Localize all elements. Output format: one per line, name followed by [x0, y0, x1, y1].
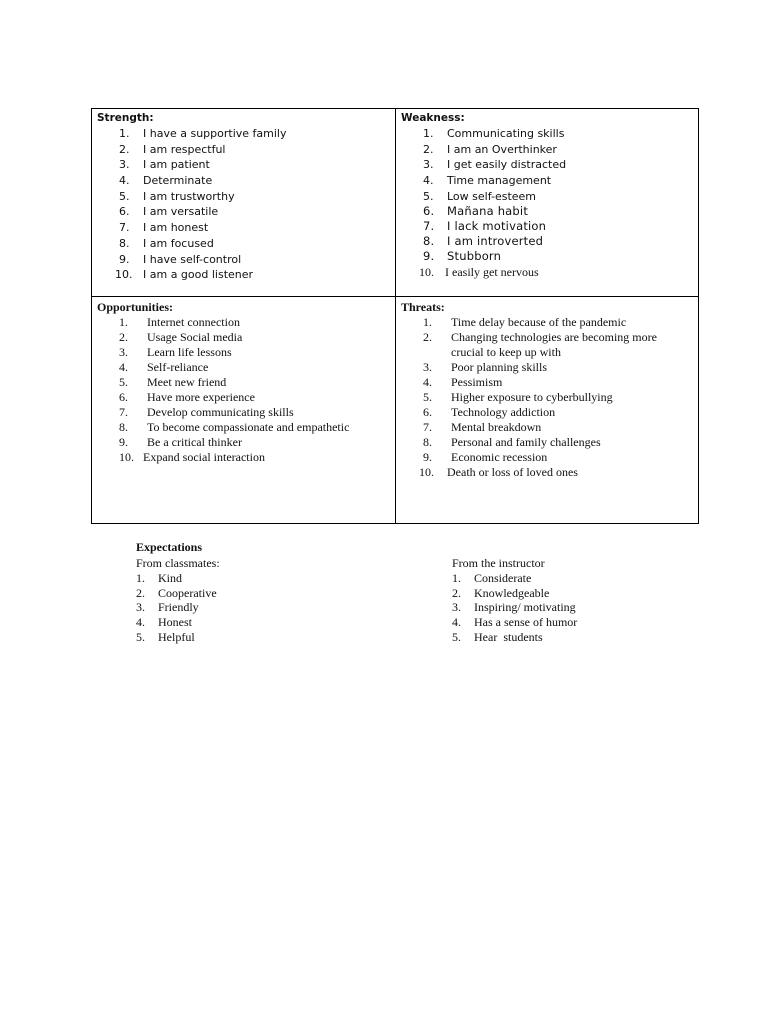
list-item: 5. Meet new friend — [119, 375, 227, 389]
list-item: 6. Have more experience — [119, 390, 255, 404]
list-item: 3. Friendly — [136, 600, 199, 615]
table-divider-vertical — [395, 109, 396, 523]
list-item: 5. Helpful — [136, 629, 195, 644]
list-item: 5. Higher exposure to cyberbullying — [423, 390, 613, 404]
list-item: 1. Communicating skills — [423, 127, 565, 140]
list-item: 10. Death or loss of loved ones — [419, 465, 578, 479]
expectations-classmates — [136, 556, 396, 645]
strength-title: Strength: — [97, 112, 154, 124]
list-item: 2. Changing technologies are becoming more crucial to keep up with — [423, 330, 657, 359]
threats-list — [401, 315, 693, 480]
list-item: 8. I am focused — [119, 236, 214, 250]
table-divider-horizontal — [92, 296, 698, 297]
opportunities-cell — [97, 300, 389, 465]
list-item: 4. Self-reliance — [119, 360, 209, 374]
list-item: 8. I am introverted — [423, 234, 544, 249]
list-item: 1. Time delay because of the pandemic — [423, 315, 627, 329]
list-item: 7. I am honest — [119, 221, 209, 235]
classmates-label: From classmates: — [136, 556, 220, 570]
list-item: 6. Technology addiction — [423, 405, 556, 419]
list-item: 8. Personal and family challenges — [423, 435, 601, 449]
list-item: 1. Considerate — [452, 570, 532, 585]
list-item: 3. Learn life lessons — [119, 345, 232, 359]
list-item: 8. To become compassionate and empathetic — [119, 420, 350, 434]
list-item: 9. Economic recession — [423, 450, 548, 464]
list-item: 9. I have self-control — [119, 252, 242, 266]
list-item: 10. I easily get nervous — [419, 265, 539, 280]
strength-list — [97, 126, 389, 283]
list-item: 9. Be a critical thinker — [119, 435, 242, 449]
opportunities-list — [97, 315, 389, 465]
list-item: 1. Internet connection — [119, 315, 240, 329]
list-item: 2. Usage Social media — [119, 330, 243, 344]
list-item: 4. Honest — [136, 615, 192, 630]
weakness-list — [401, 126, 693, 280]
list-item: 7. Develop communicating skills — [119, 405, 294, 419]
expectations-instructor — [452, 556, 712, 645]
list-item: 4. Has a sense of humor — [452, 615, 578, 630]
expectations-heading: Expectations — [136, 540, 202, 554]
weakness-title: Weakness: — [401, 112, 465, 124]
list-item: 5. Hear students — [452, 629, 543, 644]
weakness-cell — [401, 111, 693, 280]
instructor-list — [452, 571, 712, 645]
list-item: 10. I am a good listener — [115, 268, 254, 282]
list-item: 2. I am respectful — [119, 142, 226, 156]
list-item: 7. Mental breakdown — [423, 420, 542, 434]
list-item: 4. Time management — [423, 174, 552, 188]
list-item: 2. I am an Overthinker — [423, 142, 557, 156]
list-item: 3. I am patient — [119, 158, 210, 172]
strength-cell — [97, 111, 389, 283]
classmates-list — [136, 571, 396, 645]
list-item: 1. Kind — [136, 570, 182, 585]
list-item: 3. Inspiring/ motivating — [452, 600, 576, 615]
list-item: 4. Determinate — [119, 174, 213, 188]
list-item: 10. Expand social interaction — [119, 450, 265, 464]
list-item: 4. Pessimism — [423, 375, 503, 389]
threats-title: Threats: — [401, 300, 445, 314]
list-item: 2. Knowledgeable — [452, 585, 550, 600]
list-item: 7. I lack motivation — [423, 219, 547, 234]
list-item: 6. Mañana habit — [423, 204, 529, 219]
list-item: 9. Stubborn — [423, 249, 502, 264]
list-item: 3. I get easily distracted — [423, 158, 567, 172]
list-item: 2. Cooperative — [136, 585, 217, 600]
list-item: 5. Low self-esteem — [423, 189, 537, 203]
instructor-label: From the instructor — [452, 556, 545, 570]
list-item: 3. Poor planning skills — [423, 360, 548, 374]
swot-table — [91, 108, 699, 524]
opportunities-title: Opportunities: — [97, 300, 174, 314]
list-item: 1. I have a supportive family — [119, 127, 287, 140]
list-item: 5. I am trustworthy — [119, 189, 235, 203]
threats-cell — [401, 300, 693, 480]
list-item: 6. I am versatile — [119, 205, 219, 219]
